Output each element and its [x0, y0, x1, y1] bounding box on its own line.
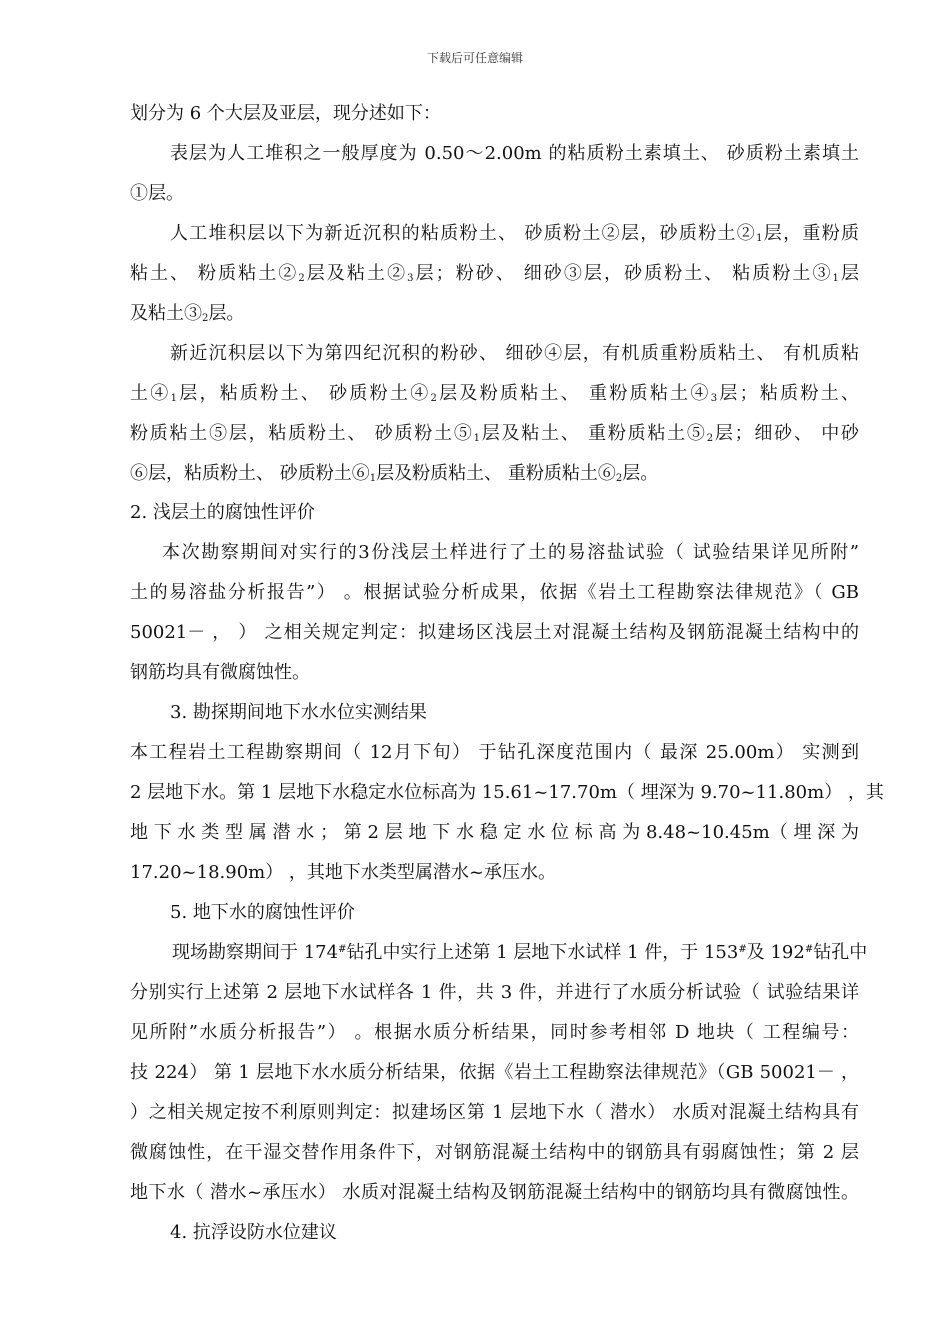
text-line — [130, 702, 427, 724]
text-line — [130, 782, 884, 804]
text-segment: 微腐蚀性，在干湿交替作用条件下，对钢筋混凝土结构中的钢筋具有弱腐蚀性；第 2 层 — [130, 1142, 859, 1163]
text-segment: 钢筋均具有微腐蚀性。 — [130, 662, 310, 683]
text-segment: 见所附”水质分析报告”） 。根据水质分析结果，同时参考相邻 D 地块（ 工程编号： — [130, 1022, 859, 1043]
text-segment: 层。 — [622, 463, 659, 484]
text-line — [130, 502, 315, 524]
text-segment: 钻孔中实行上述第 1 层地下水试样 1 件，于 153 — [346, 942, 739, 963]
text-line — [130, 1182, 859, 1204]
text-segment: 层 — [838, 263, 859, 284]
layer-subscript: 2 — [202, 313, 209, 324]
text-line — [130, 263, 859, 285]
text-segment: 层，粘质粉土、 砂质粉土④ — [176, 383, 431, 404]
layer-subscript: 1 — [473, 433, 480, 444]
layer-subscript: 3 — [407, 273, 414, 284]
borehole-mark: # — [338, 944, 347, 955]
text-segment: 地 下 水 类 型 属 潜 水 ； 第 2 层 地 下 水 稳 定 水 位 标 高 为 8.48~10.45m（ 埋 深 为 — [130, 822, 860, 843]
text-line — [130, 542, 859, 564]
text-segment: 层。 — [208, 303, 245, 324]
text-segment: 17.20~18.90m） ，其地下水类型属潜水~承压水。 — [130, 862, 557, 883]
text-segment: 划分为 6 个大层及亚层，现分述如下： — [130, 103, 441, 124]
text-line — [130, 1022, 859, 1044]
text-line — [130, 662, 310, 684]
text-segment: 及粘土③ — [130, 303, 202, 324]
text-line — [130, 183, 184, 205]
text-line — [130, 1102, 859, 1124]
text-line — [130, 1142, 859, 1164]
page-header: 下载后可任意编辑 — [426, 51, 523, 65]
text-line — [130, 143, 859, 165]
text-segment: 粘土、 粉质粘土② — [130, 263, 299, 284]
text-segment: 层及粘土、 重粉质粘土⑤ — [479, 423, 707, 444]
text-segment: 人工堆积层以下为新近沉积的粘质粉土、 砂质粉土②层，砂质粉土② — [170, 223, 757, 244]
text-line — [130, 423, 859, 445]
text-segment: ⑥层，粘质粉土、 砂质粉土⑥ — [130, 463, 370, 484]
text-segment: 2. 浅层土的腐蚀性评价 — [130, 502, 315, 523]
text-segment: 地下水（ 潜水~承压水） 水质对混凝土结构及钢筋混凝土结构中的钢筋均具有微腐蚀性。 — [130, 1182, 859, 1203]
text-line — [130, 343, 859, 365]
text-line — [130, 1062, 859, 1084]
layer-subscript: 1 — [170, 393, 177, 404]
layer-subscript: 1 — [369, 473, 377, 484]
text-segment: 及 192 — [746, 942, 805, 963]
text-line — [130, 1222, 337, 1244]
text-segment: 层及粉质粘土、 重粉质粘土④ — [436, 383, 711, 404]
text-segment: 表层为人工堆积之一般厚度为 0.50～2.00m 的粘质粉土素填土、 砂质粉土素填土 — [170, 143, 859, 164]
text-line — [130, 103, 441, 125]
borehole-mark: # — [804, 944, 814, 955]
text-segment: 层；细砂、 中砂 — [713, 423, 859, 444]
text-line — [130, 463, 658, 485]
text-line — [130, 303, 244, 325]
text-segment: 层及粉质粘土、 重粉质粘土⑥ — [376, 463, 616, 484]
text-line — [130, 902, 355, 924]
text-line — [130, 582, 859, 604]
text-segment: 土的易溶盐分析报告”） 。根据试验分析成果，依据《岩土工程勘察法律规范》（ GB — [130, 582, 859, 603]
text-segment: 层；粘质粉土、 — [717, 383, 859, 404]
layer-subscript: 1 — [832, 273, 839, 284]
text-segment: ①层。 — [130, 183, 184, 204]
text-segment: 土④ — [130, 383, 171, 404]
text-segment: 新近沉积层以下为第四纪沉积的粉砂、 细砂④层，有机质重粉质粘土、 有机质粘 — [170, 343, 859, 364]
layer-subscript: 1 — [756, 233, 763, 244]
text-line — [130, 862, 556, 884]
layer-subscript: 2 — [430, 393, 437, 404]
text-segment: 4. 抗浮设防水位建议 — [170, 1222, 337, 1243]
borehole-mark: # — [738, 944, 747, 955]
text-segment: 层及粘土② — [304, 263, 408, 284]
text-segment: 技 224） 第 1 层地下水水质分析结果，依据《岩土工程勘察法律规范》（GB 50021－ ， — [130, 1062, 859, 1083]
text-segment: 分别实行上述第 2 层地下水试样各 1 件，共 3 件，并进行了水质分析试验（ 试验结果详 — [130, 982, 859, 1003]
text-segment: 50021－ ， ） 之相关规定判定：拟建场区浅层土对混凝土结构及钢筋混凝土结构中的 — [130, 622, 859, 643]
layer-subscript: 2 — [298, 273, 305, 284]
text-segment: 粉质粘土⑤层，粘质粉土、 砂质粉土⑤ — [130, 423, 474, 444]
text-line — [130, 942, 868, 964]
layer-subscript: 2 — [706, 433, 714, 444]
layer-subscript: 3 — [710, 393, 718, 404]
text-segment: 钻孔中 — [813, 942, 868, 963]
text-line — [130, 742, 859, 764]
text-line — [130, 223, 859, 245]
text-segment: 层；粉砂、 细砂③层，砂质粉土、 粘质粉土③ — [413, 263, 833, 284]
text-segment: 本次勘察期间对实行的3份浅层土样进行了土的易溶盐试验（ 试验结果详见所附” — [162, 542, 859, 563]
layer-subscript: 2 — [615, 473, 623, 484]
text-segment: 3. 勘探期间地下水水位实测结果 — [170, 702, 427, 723]
text-line — [130, 622, 859, 644]
text-segment: 本工程岩土工程勘察期间（ 12月下旬） 于钻孔深度范围内（ 最深 25.00m） 实测到 — [130, 742, 859, 763]
text-segment: ）之相关规定按不利原则判定：拟建场区第 1 层地下水（ 潜水） 水质对混凝土结构具有 — [130, 1102, 859, 1123]
text-line — [130, 822, 859, 844]
text-segment: 2 层地下水。第 1 层地下水稳定水位标高为 15.61~17.70m（ 埋深为 9.70~11.80m） ，其 — [130, 782, 884, 803]
text-segment: 层，重粉质 — [762, 223, 860, 244]
text-segment: 现场勘察期间于 174 — [172, 942, 339, 963]
text-line — [130, 982, 859, 1004]
text-segment: 5. 地下水的腐蚀性评价 — [170, 902, 355, 923]
text-line — [130, 383, 859, 405]
